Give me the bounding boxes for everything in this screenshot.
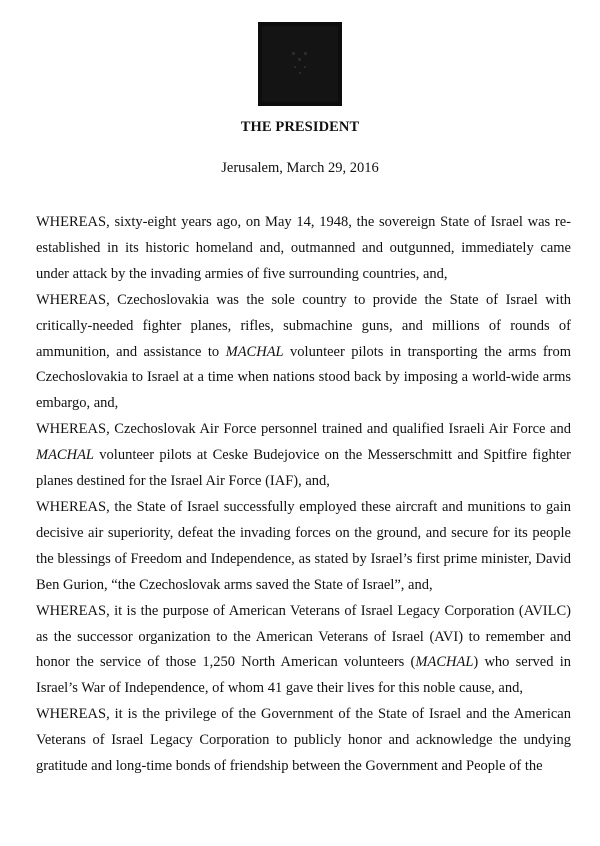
clause-text: WHEREAS, sixty-eight years ago, on May 14, 1948, the sovereign State of Israel was re-established in its historic homeland and, outmanned and outgunned, immediately came under attack by the invading armies of five surrounding countries, and, [36, 214, 571, 282]
office-title: THE PRESIDENT [240, 119, 360, 135]
whereas-clause [36, 599, 571, 703]
clause-text: ) who served in Israel’s War of Independence, of whom 41 gave their lives for this noble cause, and, [36, 654, 571, 697]
proclamation-body [36, 210, 571, 780]
whereas-clause [36, 495, 571, 599]
clause-text: WHEREAS, it is the purpose of American Veterans of Israel Legacy Corporation (AVILC) as the successor organization to the American Veterans of Israel (AVI) to remember and honor the service of those 1,250 North American volunteers ( [36, 602, 571, 671]
clause-text: WHEREAS, the State of Israel successfully employed these aircraft and munitions to gain decisive air superiority, defeat the invading forces on the ground, and secure for its people the blessings of Freedom and Independence, as stated by Israel’s first prime minister, David Ben Gurion, “the Czechoslovak arms saved the State of Israel”, and, [36, 498, 571, 593]
whereas-clause [36, 702, 571, 780]
clause-text: WHEREAS, Czechoslovak Air Force personnel trained and qualified Israeli Air Force and [36, 421, 571, 438]
seal-graphic [258, 22, 342, 106]
clause-text: WHEREAS, it is the privilege of the Government of the State of Israel and the American Veterans of Israel Legacy Corporation to publicly honor and acknowledge the undying gratitude and long-time bonds of friendship between the Government and People of the [36, 706, 571, 775]
machal-term: MACHAL [415, 654, 474, 671]
dateline: Jerusalem, March 29, 2016 [221, 160, 379, 176]
clause-text: volunteer pilots at Ceske Budejovice on the Messerschmitt and Spitfire fighter planes destined for the Israel Air Force (IAF), and, [36, 447, 571, 490]
machal-term: MACHAL [225, 343, 284, 360]
whereas-clause [36, 417, 571, 495]
clause-text: WHEREAS, Czechoslovakia was the sole country to provide the State of Israel with critically-needed fighter planes, rifles, submachine guns, and millions of rounds of ammunition, and assistance to [36, 291, 571, 360]
clause-text: volunteer pilots in transporting the arms from Czechoslovakia to Israel at a time when nations stood back by imposing a world-wide arms embargo, and, [36, 343, 572, 412]
presidential-seal-icon [258, 22, 342, 106]
machal-term: MACHAL [36, 447, 94, 464]
whereas-clause [36, 288, 571, 418]
whereas-clause [36, 210, 571, 288]
